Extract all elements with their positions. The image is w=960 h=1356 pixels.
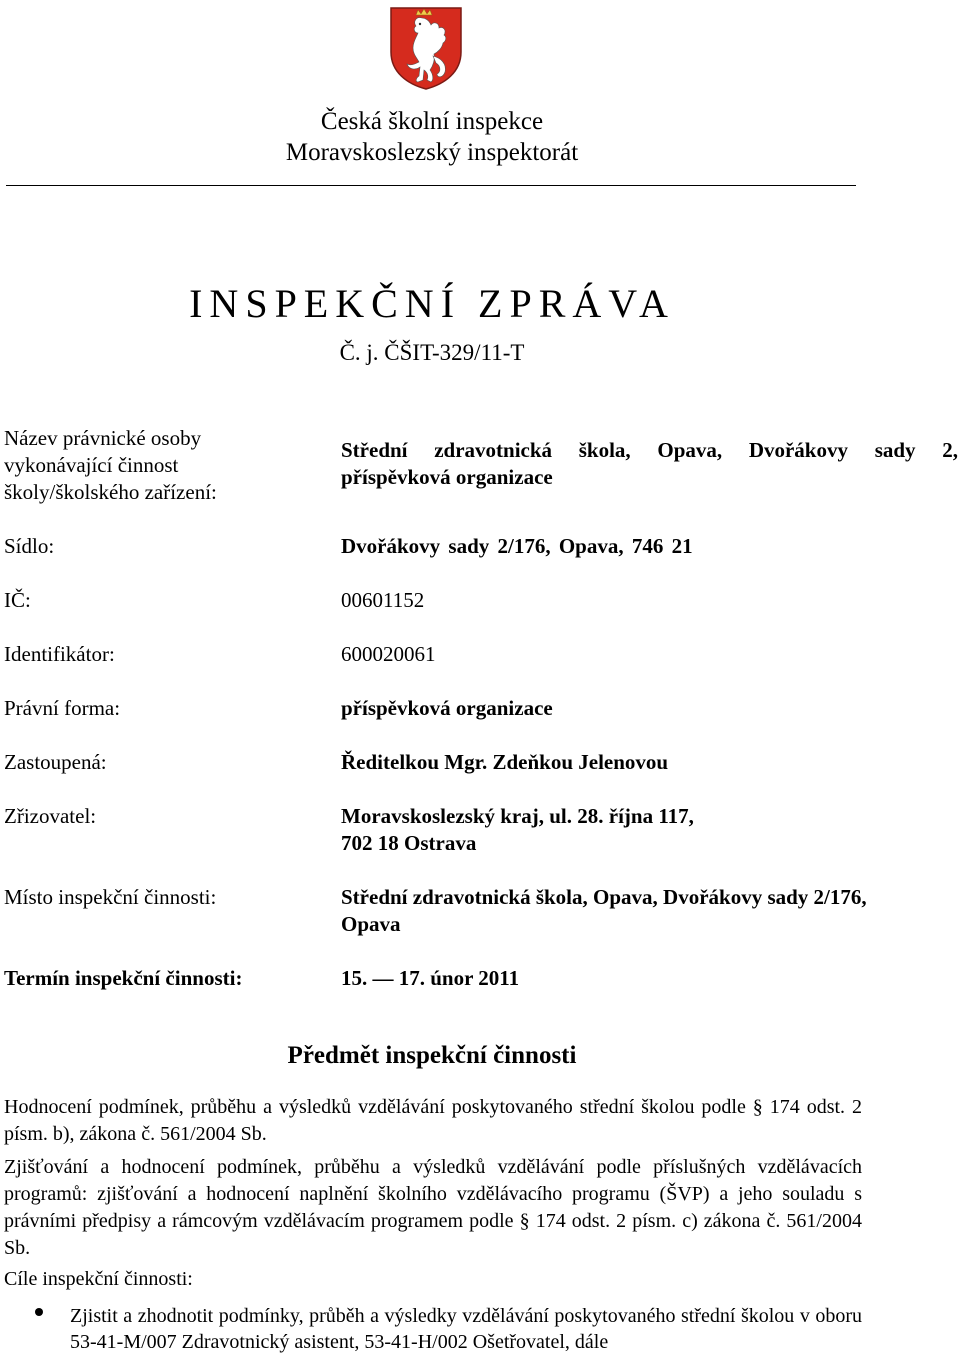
representative-value: Ředitelkou Mgr. Zdeňkou Jelenovou — [341, 750, 669, 774]
goal-item-1: Zjistit a zhodnotit podmínky, průběh a výsledky vzdělávání poskytovaného střední školou v oboru 53-41-M/007 Zdravotnický asistent, 53-41-H/002 Ošetřovatel, dále — [70, 1305, 862, 1353]
entity-name-value-line1: Střední zdravotnická škola, Opava, Dvořákovy sady 2, — [341, 438, 958, 462]
legal-form-label: Právní forma: — [4, 696, 121, 720]
seat-value: Dvořákovy sady 2/176, Opava, 746 21 — [341, 534, 693, 558]
founder-value-line2: 702 18 Ostrava — [341, 831, 477, 855]
inspection-place-value-line1: Střední zdravotnická škola, Opava, Dvořákovy sady 2/176, — [341, 885, 867, 909]
founder-label: Zřizovatel: — [4, 804, 97, 828]
seat-label: Sídlo: — [4, 534, 55, 558]
inspection-place-label: Místo inspekční činnosti: — [4, 885, 217, 909]
entity-name-value-line2: příspěvková organizace — [341, 465, 553, 489]
inspection-place-value-line2: Opava — [341, 912, 401, 936]
subject-paragraph-1: Hodnocení podmínek, průběhu a výsledků vzdělávání poskytovaného střední školou podle § 174 odst. 2 písm. b), zákona č. 561/2004 Sb. — [4, 1096, 862, 1145]
bullet-icon — [35, 1308, 43, 1316]
report-title: INSPEKČNÍ ZPRÁVA — [189, 281, 675, 326]
organization-name: Česká školní inspekce — [320, 108, 544, 135]
entity-name-label-line2: vykonávající činnost — [4, 453, 179, 477]
founder-value-line1: Moravskoslezský kraj, ul. 28. října 117, — [341, 804, 694, 828]
entity-name-label-line3: školy/školského zařízení: — [4, 480, 217, 504]
czech-coat-of-arms-icon — [389, 6, 463, 90]
reference-number: Č. j. ČŠIT-329/11-T — [339, 340, 525, 365]
header-divider — [6, 185, 856, 186]
representative-label: Zastoupená: — [4, 750, 107, 774]
legal-form-value: příspěvková organizace — [341, 696, 553, 720]
goals-label: Cíle inspekční činnosti: — [4, 1268, 193, 1290]
identifier-label: Identifikátor: — [4, 642, 115, 666]
identifier-value: 600020061 — [341, 642, 436, 666]
ic-value: 00601152 — [341, 588, 425, 612]
inspection-term-label: Termín inspekční činnosti: — [4, 966, 243, 990]
ic-label: IČ: — [4, 588, 31, 612]
entity-name-label-line1: Název právnické osoby — [4, 426, 202, 450]
inspectorate-name: Moravskoslezský inspektorát — [285, 139, 579, 166]
subject-paragraph-2: Zjišťování a hodnocení podmínek, průběhu a výsledků vzdělávání podle příslušných vzdělávacích programů: zjišťování a hodnocení naplnění školního vzdělávacího programu (ŠVP) a jeho souladu s právními předpisy a rámcovým vzdělávacím programem podle § 174 odst. 2 písm. c) zákona č. 561/2004 Sb. — [4, 1156, 862, 1259]
inspection-term-value: 15. — 17. únor 2011 — [341, 966, 520, 990]
subject-heading: Předmět inspekční činnosti — [287, 1042, 577, 1069]
